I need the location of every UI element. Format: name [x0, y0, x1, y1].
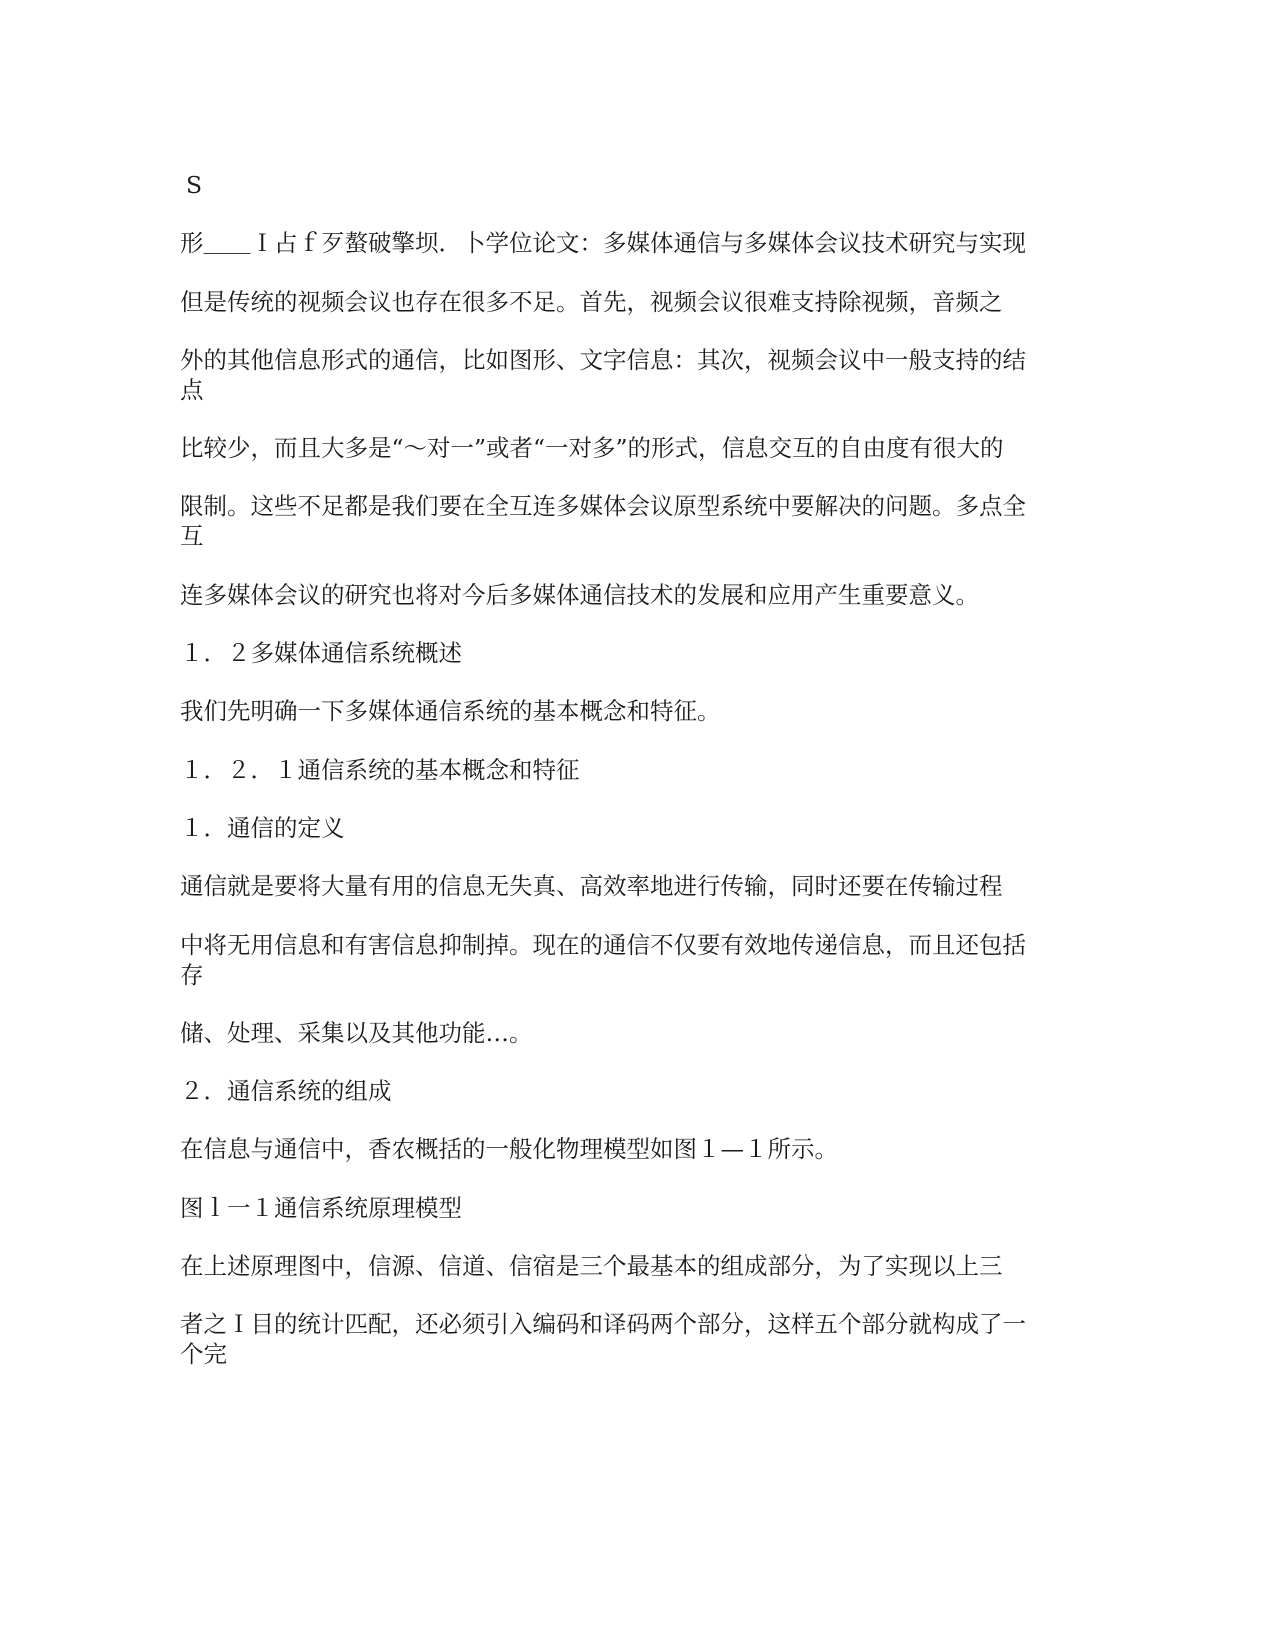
- text-line: 互: [180, 522, 204, 551]
- text-line: 图ｌ一１通信系统原理模型: [180, 1193, 462, 1222]
- running-header: [180, 228, 1275, 258]
- text-line: １．２多媒体通信系统概述: [180, 639, 462, 668]
- text-line: 但是传统的视频会议也存在很多不足。首先，视频会议很难支持除视频，音频之: [180, 287, 1003, 316]
- paragraph: [180, 345, 1275, 405]
- text-line: 点: [180, 375, 204, 404]
- paragraph: [180, 580, 1275, 610]
- text-line: 在信息与通信中，香农概括的一般化物理模型如图１—１所示。: [180, 1135, 838, 1164]
- paragraph: [180, 1018, 1275, 1048]
- subsection-heading: [180, 755, 1275, 785]
- figure-caption: [180, 1193, 1275, 1223]
- text-line: 通信就是要将大量有用的信息无失真、高效率地进行传输，同时还要在传输过程: [180, 872, 1003, 901]
- paragraph: [180, 1309, 1275, 1369]
- list-heading: [180, 813, 1275, 843]
- text-line: 存: [180, 960, 204, 989]
- text-line: 连多媒体会议的研究也将对今后多媒体通信技术的发展和应用产生重要意义。: [180, 580, 979, 609]
- text-line: １．通信的定义: [180, 813, 345, 842]
- paragraph: [180, 491, 1275, 551]
- paragraph: [180, 287, 1275, 317]
- page-mark: [180, 170, 1275, 200]
- text-line: 限制。这些不足都是我们要在全互连多媒体会议原型系统中要解决的问题。多点全: [180, 492, 1026, 521]
- paragraph: [180, 930, 1275, 990]
- paragraph: [180, 1251, 1275, 1281]
- text-line: 储、处理、采集以及其他功能…。: [180, 1018, 533, 1047]
- list-heading: [180, 1076, 1275, 1106]
- text-line: 外的其他信息形式的通信，比如图形、文字信息：其次，视频会议中一般支持的结: [180, 345, 1026, 374]
- text-line: 中将无用信息和有害信息抑制掉。现在的通信不仅要有效地传递信息，而且还包括: [180, 930, 1026, 959]
- text-line: 我们先明确一下多媒体通信系统的基本概念和特征。: [180, 697, 721, 726]
- paragraph: [180, 871, 1275, 901]
- text-line: 者之Ｉ目的统计匹配，还必须引入编码和译码两个部分，这样五个部分就构成了一: [180, 1310, 1026, 1339]
- text-line: 比较少，而且大多是“～对一”或者“一对多”的形式，信息交互的自由度有很大的: [180, 434, 1004, 463]
- text-line: 个完: [180, 1340, 227, 1369]
- text-line: ２．通信系统的组成: [180, 1077, 392, 1106]
- text-line: 在上述原理图中，信源、信道、信宿是三个最基本的组成部分，为了实现以上三: [180, 1252, 1003, 1281]
- paragraph: [180, 433, 1275, 463]
- text-line: S: [186, 171, 203, 199]
- text-line: 形＿＿Ｉ占ｆ歹螯破擎坝．卜学位论文：多媒体通信与多媒体会议技术研究与实现: [180, 229, 1026, 258]
- paragraph: [180, 696, 1275, 726]
- text-line: １．２．１通信系统的基本概念和特征: [180, 755, 580, 784]
- paragraph: [180, 1134, 1275, 1164]
- section-heading: [180, 638, 1275, 668]
